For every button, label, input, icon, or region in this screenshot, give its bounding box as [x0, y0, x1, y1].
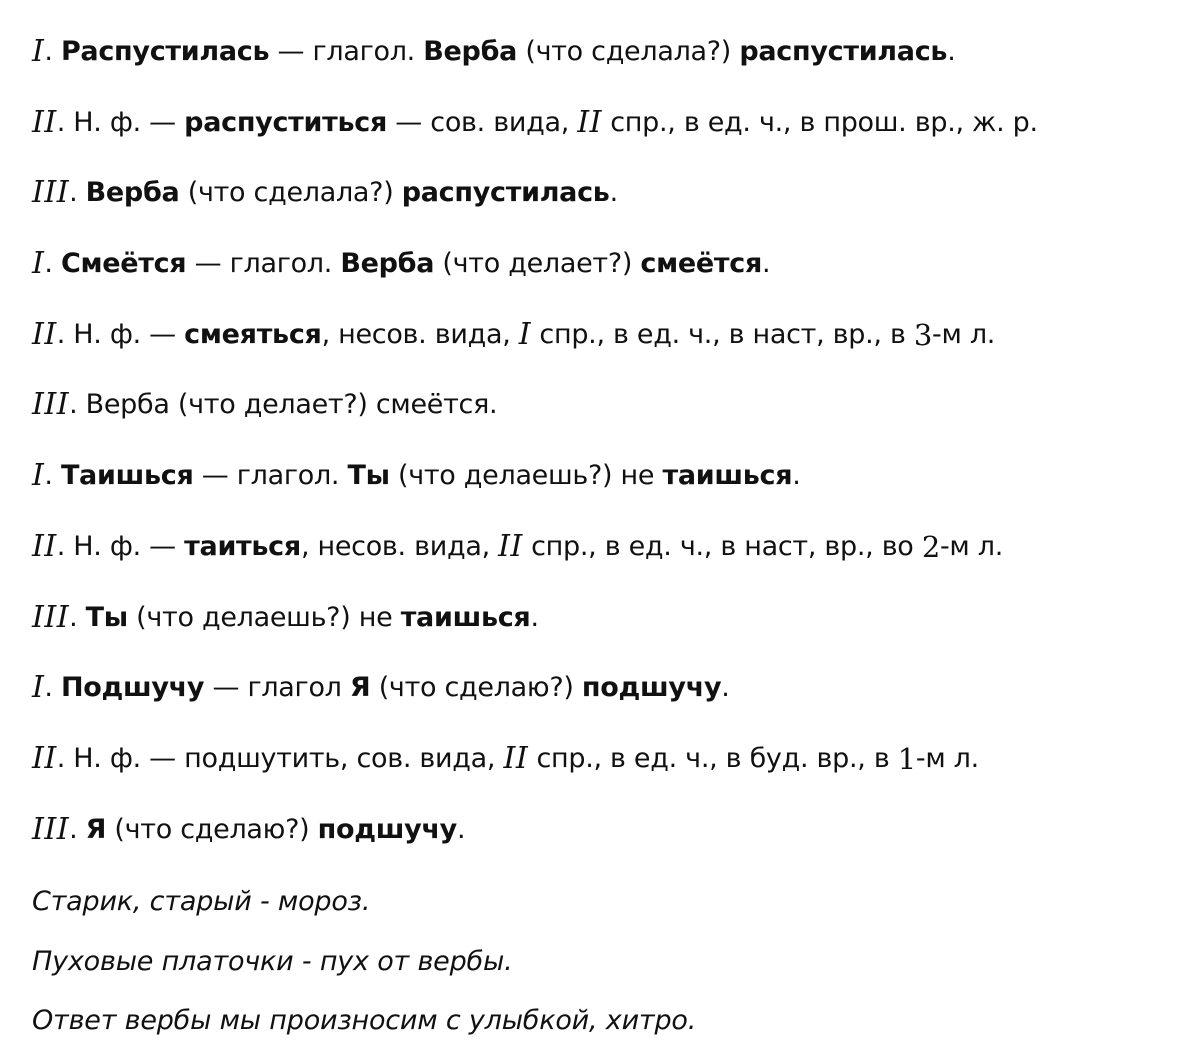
line-text: — глагол. — [186, 248, 341, 280]
analysis-line — [32, 735, 1182, 806]
bold-word: распустилась — [739, 36, 948, 67]
bold-word: Верба — [340, 248, 435, 280]
bold-word: Смеётся — [60, 248, 187, 280]
line-text: (что делаешь?) не — [127, 601, 401, 633]
line-text: , несов. вида, — [300, 530, 499, 562]
roman-numeral: III — [32, 811, 70, 847]
line-text: . — [721, 672, 730, 704]
line-text: . Н. ф. — подшутить, сов. вида, — [56, 742, 504, 774]
bold-word: таиться — [184, 530, 301, 562]
line-text: — глагол. — [193, 460, 348, 492]
analysis-line — [32, 594, 1182, 665]
line-text: . — [44, 36, 61, 67]
roman-numeral: II — [503, 740, 529, 776]
roman-numeral: I — [32, 246, 45, 282]
bold-word: смеётся — [640, 248, 762, 280]
line-text: — глагол. — [269, 36, 424, 67]
line-text: . Н. ф. — — [56, 318, 185, 350]
line-text: (что делаешь?) не — [389, 460, 663, 492]
roman-numeral: I — [518, 316, 532, 352]
line-text: . — [69, 601, 86, 633]
line-text: — глагол — [204, 672, 350, 704]
note-line: Старик, старый - мороз. — [32, 886, 371, 918]
bold-word: смеяться — [184, 318, 322, 350]
line-text: . — [609, 177, 618, 209]
analysis-line — [32, 169, 1182, 240]
analysis-line — [32, 806, 1182, 877]
bold-word: Я — [85, 813, 107, 845]
line-text: . — [456, 813, 466, 845]
analysis-line — [32, 523, 1182, 594]
analysis-line — [32, 240, 1182, 311]
line-text: (что сделала?) — [179, 177, 402, 209]
analysis-line — [32, 99, 1182, 170]
bold-word: Верба — [423, 36, 518, 67]
bold-word: Верба — [85, 177, 180, 209]
analysis-line — [32, 311, 1182, 382]
analysis-line — [32, 381, 1182, 452]
line-text: . — [762, 248, 771, 280]
bold-word: Ты — [85, 601, 128, 633]
document-body — [32, 28, 1182, 1061]
bold-word: распуститься — [184, 106, 388, 138]
line-text: . — [530, 601, 539, 633]
roman-numeral: III — [32, 599, 70, 635]
line-text: — сов. вида, — [387, 106, 578, 138]
line-text: . — [44, 248, 61, 280]
roman-numeral: I — [32, 34, 45, 69]
line-text: (что сделаю?) — [370, 672, 582, 704]
line-text: . — [792, 460, 801, 492]
bold-word: Я — [349, 672, 371, 704]
bold-word: таишься — [662, 460, 793, 492]
note-line: Пуховые платочки - пух от вербы. — [32, 945, 513, 977]
person-number: 1 — [897, 741, 916, 776]
line-text: . — [947, 36, 956, 67]
line-text: . — [44, 460, 61, 492]
line-text: . — [69, 813, 86, 845]
bold-word: распустилась — [401, 177, 610, 209]
bold-word: Подшучу — [60, 672, 205, 704]
notes — [32, 882, 1182, 1061]
line-text: спр., в ед. ч., в прош. вр., ж. р. — [601, 106, 1038, 138]
analysis-line — [32, 452, 1182, 523]
bold-word: таишься — [400, 601, 531, 633]
roman-numeral: II — [498, 528, 523, 564]
roman-numeral: II — [32, 740, 57, 776]
roman-numeral: I — [32, 670, 45, 706]
line-text: спр., в ед. ч., в наст, вр., в — [531, 318, 914, 350]
line-text: спр., в ед. ч., в наст, вр., во — [522, 530, 922, 562]
line-text: (что делает?) — [434, 248, 641, 280]
roman-numeral: II — [32, 528, 57, 564]
verb-analysis — [32, 28, 1182, 876]
roman-numeral: I — [32, 458, 45, 494]
line-text: -м л. — [939, 530, 1004, 562]
line-text: -м л. — [932, 318, 996, 350]
bold-word: подшучу — [317, 813, 457, 845]
line-text: . Н. ф. — — [56, 530, 185, 562]
line-text: (что сделала?) — [517, 36, 740, 67]
analysis-line — [32, 664, 1182, 735]
line-text: . Н. ф. — — [56, 106, 185, 138]
roman-numeral: III — [32, 175, 70, 211]
bold-word: Распустилась — [60, 36, 270, 67]
roman-numeral: II — [32, 104, 57, 140]
roman-numeral: II — [32, 316, 57, 352]
analysis-line — [32, 28, 1182, 99]
line-text: , несов. вида, — [321, 318, 519, 350]
person-number: 3 — [913, 317, 933, 352]
note-line: Ответ вербы мы произносим с улыбкой, хитро. — [32, 1005, 697, 1037]
bold-word: Таишься — [60, 460, 194, 492]
bold-word: Ты — [347, 460, 390, 492]
person-number: 2 — [921, 529, 940, 564]
bold-word: подшучу — [581, 672, 722, 704]
line-text: . Верба (что делает?) смеётся. — [69, 389, 498, 421]
roman-numeral: II — [577, 104, 602, 140]
line-text: . — [69, 177, 86, 209]
line-text: -м л. — [915, 742, 979, 774]
line-text: спр., в ед. ч., в буд. вр., в — [528, 742, 898, 774]
line-text: (что сделаю?) — [106, 813, 318, 845]
line-text: . — [44, 672, 61, 704]
roman-numeral: III — [32, 387, 70, 423]
